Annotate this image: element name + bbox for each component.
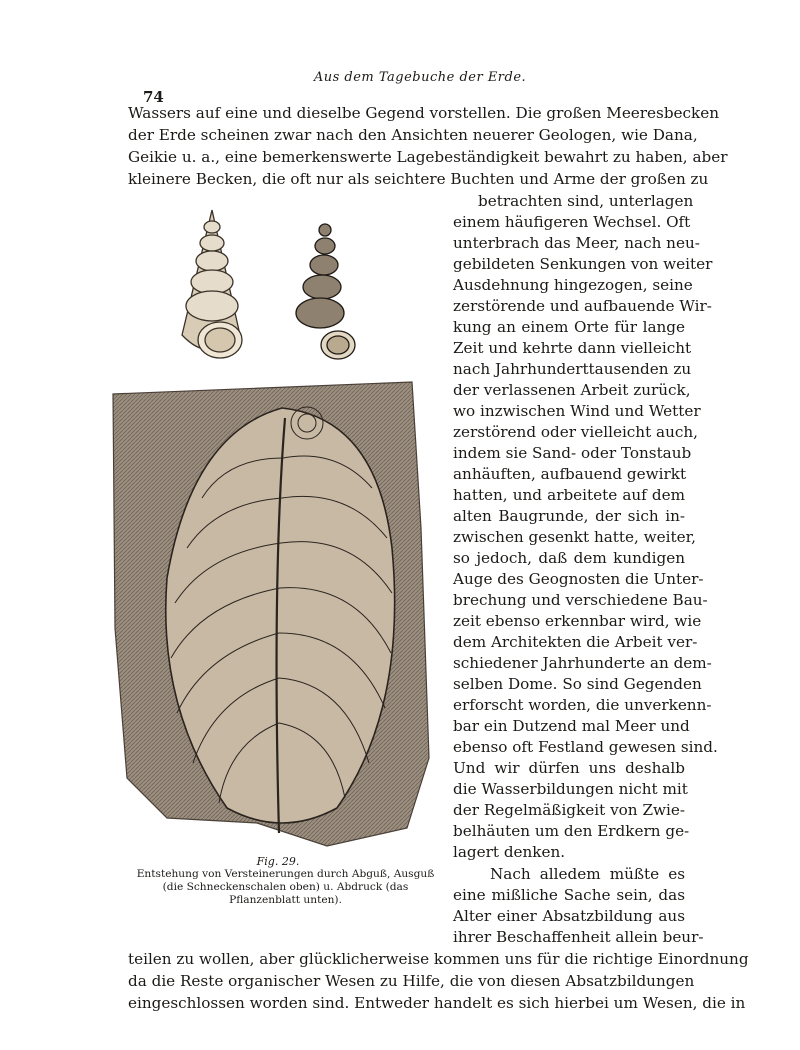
text-line-column: einem häufigeren Wechsel. Oft (453, 213, 691, 231)
text-line-bottom: da die Reste organischer Wesen zu Hilfe, die von diesen Absatzbildungen (128, 972, 695, 990)
text-line-column: dem Architekten die Arbeit ver- (453, 633, 698, 651)
text-line-column: zwischen gesenkt hatte, weiter, (453, 528, 696, 546)
fossil-leaf-illustration (107, 378, 435, 848)
text-line-column: betrachten sind, unterlagen (478, 192, 694, 210)
text-line-column: indem sie Sand- oder Tonstaub (453, 444, 692, 462)
text-line-column: zerstörende und aufbauende Wir- (453, 297, 712, 315)
text-line-column: schiedener Jahrhunderte an dem- (453, 654, 712, 672)
text-line-column: kung an einem Orte für lange (453, 318, 685, 336)
text-line-bottom: teilen zu wollen, aber glücklicherweise kommen uns für die richtige Einordnung (128, 950, 749, 968)
text-line-column: der verlassenen Arbeit zurück, (453, 381, 691, 399)
text-line-column: hatten, und arbeitete auf dem (453, 486, 685, 504)
text-line-column: unterbrach das Meer, nach neu- (453, 234, 700, 252)
text-line-column: wo inzwischen Wind und Wetter (453, 402, 701, 420)
text-line-column: Alter einer Absatzbildung aus (453, 907, 685, 925)
text-line-column: eine mißliche Sache sein, das (453, 886, 685, 904)
text-line-column: nach Jahrhunderttausenden zu (453, 360, 692, 378)
text-line-column: brechung und verschiedene Bau- (453, 591, 708, 609)
running-header: Aus dem Tagebuche der Erde. (313, 70, 527, 85)
text-line-top: der Erde scheinen zwar nach den Ansichten neuerer Geologen, wie Dana, (128, 126, 698, 144)
text-line-column: zerstörend oder vielleicht auch, (453, 423, 698, 441)
page-number: 74 (143, 88, 164, 106)
text-line-column: der Regelmäßigkeit von Zwie- (453, 801, 685, 819)
text-line-column: Zeit und kehrte dann vielleicht (453, 339, 692, 357)
figure-label: Fig. 29. (256, 855, 300, 868)
text-line-top: Geikie u. a., eine bemerkenswerte Lagebeständigkeit bewahrt zu haben, aber (128, 148, 728, 166)
snail-shells-illustration (170, 205, 390, 370)
text-line-column: gebildeten Senkungen von weiter (453, 255, 713, 273)
figure-caption: Entstehung von Versteinerungen durch Abguß, Ausguß (die Schneckenschalen oben) u. Abdruck (das Pflanzenblatt unten). (136, 868, 435, 906)
text-line-column: so jedoch, daß dem kundigen (453, 549, 685, 567)
text-line-column: Nach alledem müßte es (490, 865, 685, 883)
text-line-column: ebenso oft Festland gewesen sind. (453, 738, 718, 756)
text-line-column: Ausdehnung hingezogen, seine (453, 276, 693, 294)
text-line-column: anhäuften, aufbauend gewirkt (453, 465, 687, 483)
text-line-column: belhäuten um den Erdkern ge- (453, 822, 690, 840)
text-line-column: selben Dome. So sind Gegenden (453, 675, 702, 693)
text-line-top: Wassers auf eine und dieselbe Gegend vorstellen. Die großen Meeresbecken (128, 104, 720, 122)
text-line-column: alten Baugrunde, der sich in- (453, 507, 685, 525)
text-line-bottom: eingeschlossen worden sind. Entweder handelt es sich hierbei um Wesen, die in (128, 994, 746, 1012)
text-line-column: ihrer Beschaffenheit allein beur- (453, 928, 704, 946)
text-line-column: erforscht worden, die unverkenn- (453, 696, 712, 714)
text-line-column: zeit ebenso erkennbar wird, wie (453, 612, 702, 630)
snail-shell-mould (296, 224, 355, 359)
text-line-column: die Wasserbildungen nicht mit (453, 780, 688, 798)
text-line-column: lagert denken. (453, 843, 566, 861)
text-line-column: Und wir dürfen uns deshalb (453, 759, 685, 777)
text-line-column: bar ein Dutzend mal Meer und (453, 717, 690, 735)
text-line-top: kleinere Becken, die oft nur als seichtere Buchten und Arme der großen zu (128, 170, 709, 188)
snail-shell-cast (182, 210, 242, 358)
text-line-column: Auge des Geognosten die Unter- (453, 570, 704, 588)
